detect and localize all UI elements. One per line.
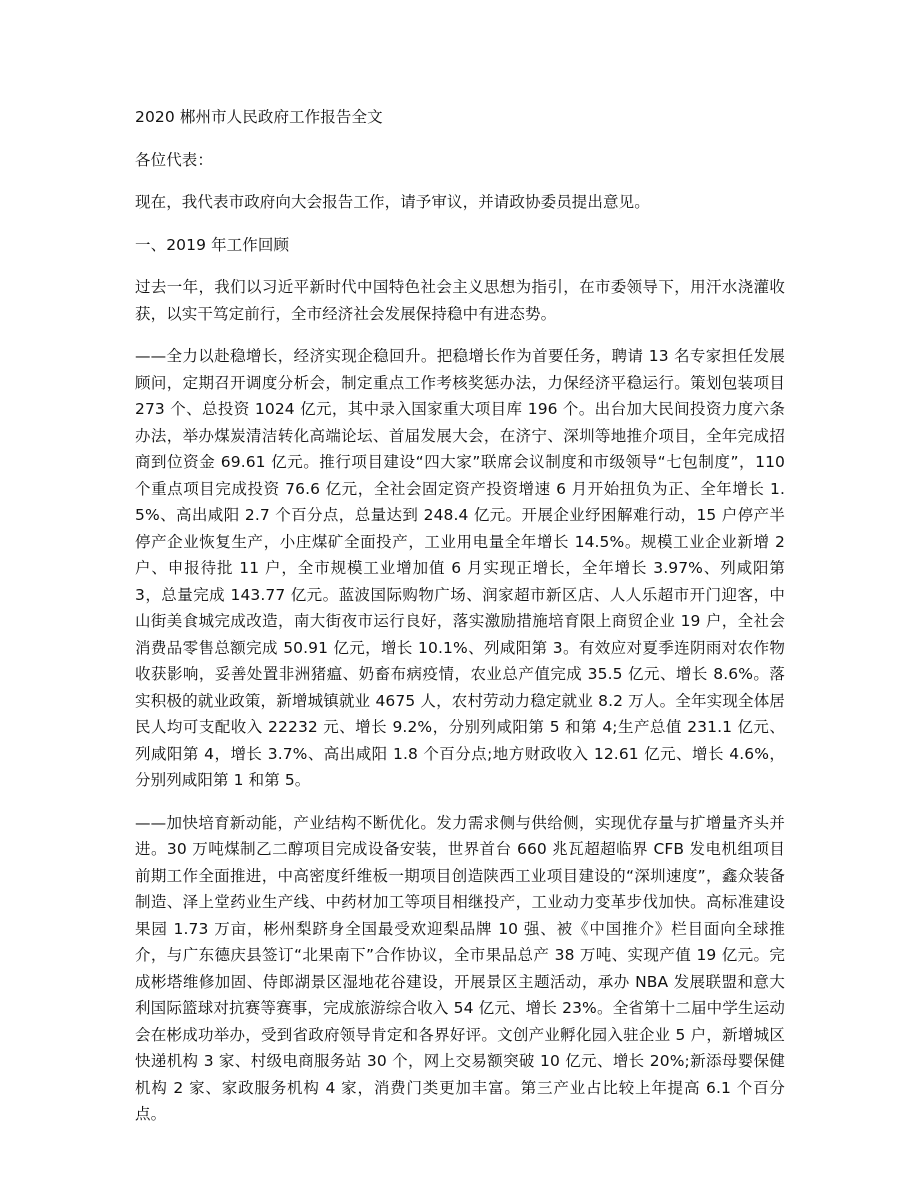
section-heading: 一、2019 年工作回顾: [135, 235, 290, 254]
intro-paragraph: 现在，我代表市政府向大会报告工作，请予审议，并请政协委员提出意见。: [135, 193, 650, 211]
document-body: [135, 104, 785, 1144]
document-title: 2020 郴州市人民政府工作报告全文: [135, 108, 383, 126]
paragraph-overview: 过去一年，我们以习近平新时代中国特色社会主义思想为指引，在市委领导下，用汗水浇灌收获，以实干笃定前行，全市经济社会发展保持稳中有进态势。: [135, 278, 785, 323]
greeting: 各位代表：: [135, 150, 214, 169]
paragraph-new-momentum: ——加快培育新动能，产业结构不断优化。发力需求侧与供给侧，实现优存量与扩增量齐头并进。30 万吨煤制乙二醇项目完成设备安装，世界首台 660 兆瓦超超临界 CFB 发电机组项目前期工作全面推进，中高密度纤维板一期项目创造陕西工业项目建设的“深圳速度”，鑫众装备制造、泽上堂药业生产线、中药材加工等项目相继投产，工业动力变革步伐加快。高标准建设果园 1.73 万亩，彬州梨跻身全国最受欢迎梨品牌 10 强、被《中国推介》栏目面向全球推介，与广东德庆县签订“北果南下”合作协议，全市果品总产 38 万吨、实现产值 19 亿元。完成彬塔维修加固、侍郎湖景区湿地花谷建设，开展景区主题活动，承办 NBA 发展联盟和意大利国际篮球对抗赛等赛事，完成旅游综合收入 54 亿元、增长 23%。全省第十二届中学生运动会在彬成功举办，受到省政府领导肯定和各界好评。文创产业孵化园入驻企业 5 户，新增城区快递机构 3 家、村级电商服务站 30 个，网上交易额突破 10 亿元、增长 20%;新添母婴保健机构 2 家、家政服务机构 4 家，消费门类更加丰富。第三产业占比较上年提高 6.1 个百分点。: [135, 813, 785, 1123]
paragraph-stable-growth: ——全力以赴稳增长，经济实现企稳回升。把稳增长作为首要任务，聘请 13 名专家担任发展顾问，定期召开调度分析会，制定重点工作考核奖惩办法，力保经济平稳运行。策划包装项目 273 个、总投资 1024 亿元，其中录入国家重大项目库 196 个。出台加大民间投资力度六条办法，举办煤炭清洁转化高端论坛、首届发展大会，在济宁、深圳等地推介项目，全年完成招商到位资金 69.61 亿元。推行项目建设“四大家”联席会议制度和市级领导“七包制度”，110 个重点项目完成投资 76.6 亿元，全社会固定资产投资增速 6 月开始扭负为正、全年增长 1.5%、高出咸阳 2.7 个百分点，总量达到 248.4 亿元。开展企业纾困解难行动，15 户停产半停产企业恢复生产，小庄煤矿全面投产，工业用电量全年增长 14.5%。规模工业企业新增 2 户、申报待批 11 户，全市规模工业增加值 6 月实现正增长，全年增长 3.97%、列咸阳第 3，总量完成 143.77 亿元。蓝波国际购物广场、润家超市新区店、人人乐超市开门迎客，中山街美食城完成改造，南大街夜市运行良好，落实激励措施培育限上商贸企业 19 户，全社会消费品零售总额完成 50.91 亿元，增长 10.1%、列咸阳第 3。有效应对夏季连阴雨对农作物收获影响，妥善处置非洲猪瘟、奶畜布病疫情，农业总产值完成 35.5 亿元、增长 8.6%。落实积极的就业政策，新增城镇就业 4675 人，农村劳动力稳定就业 8.2 万人。全年实现全体居民人均可支配收入 22232 元、增长 9.2%，分别列咸阳第 5 和第 4;生产总值 231.1 亿元、列咸阳第 4，增长 3.7%、高出咸阳 1.8 个百分点;地方财政收入 12.61 亿元、增长 4.6%，分别列咸阳第 1 和第 5。: [135, 347, 785, 789]
